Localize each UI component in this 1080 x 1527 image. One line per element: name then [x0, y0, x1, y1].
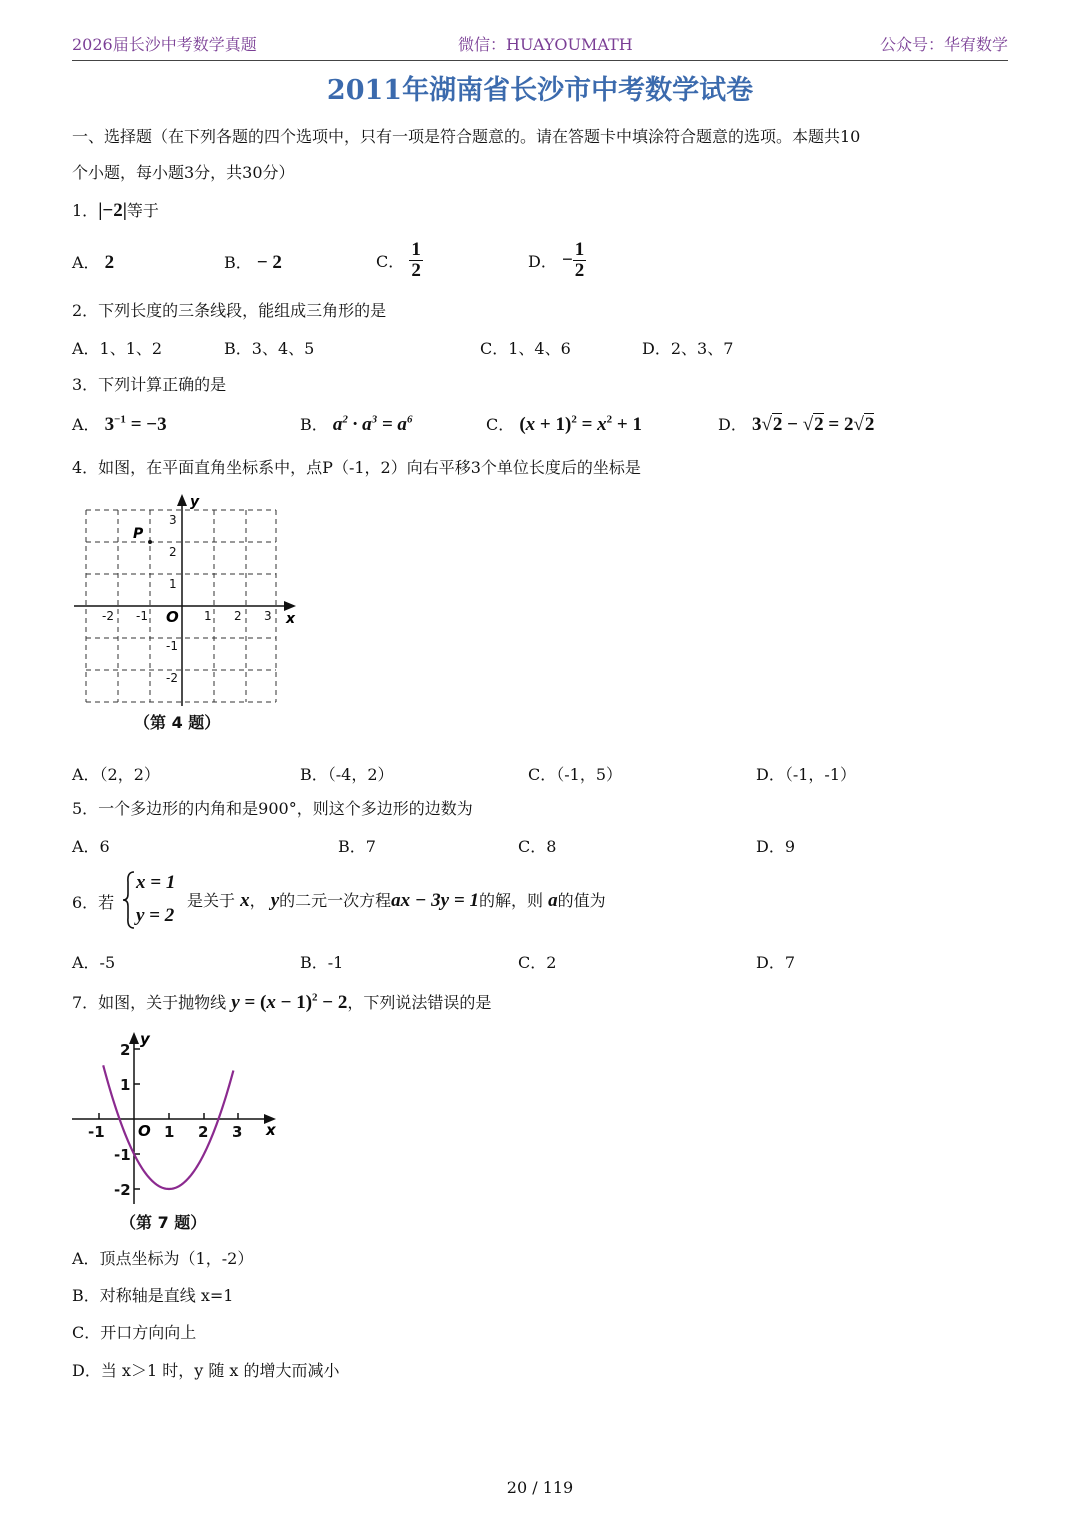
q4-origin-label: O	[166, 608, 179, 626]
q3-option-a: A． $3^{-1} = -3$	[72, 413, 167, 435]
section-instructions-2: 个小题，每小题3分，共30分）	[72, 163, 295, 182]
page-number: 20 / 119	[506, 1478, 574, 1497]
q5-option-b: B．7	[338, 837, 376, 856]
q4-ytick-1: 1	[169, 577, 177, 591]
q2-option-d: D．2、3、7	[642, 339, 734, 358]
q4-ytick-m1: -1	[166, 639, 178, 653]
q4-y-label: y	[190, 494, 200, 510]
q7-caption: （第 7 题）	[120, 1213, 207, 1232]
q6-eq1: x = 1	[136, 872, 176, 893]
q7-y-label: y	[140, 1030, 150, 1048]
page-title: 2011年湖南省长沙市中考数学试卷	[326, 75, 754, 106]
q7-ytick-2: 2	[120, 1041, 131, 1059]
q6-option-a: A．-5	[72, 953, 116, 972]
page-header	[72, 32, 1008, 56]
q5-option-a: A．6	[72, 837, 110, 856]
q4-xtick-3: 3	[264, 609, 272, 623]
q4-ytick-m2: -2	[166, 671, 178, 685]
q4-y-arrow-icon	[177, 494, 187, 506]
q3-option-d: D． 3√2 − √2 = 2√2	[718, 414, 875, 435]
header-right: 公众号：华宥数学	[879, 35, 1008, 54]
header-rule	[72, 60, 1008, 61]
q1-text: 等于	[126, 201, 159, 220]
q4-caption: （第 4 题）	[134, 713, 221, 732]
q7-parabola-figure	[70, 1028, 290, 1208]
q6-option-c: C．2	[518, 953, 557, 972]
q7-origin-label: O	[138, 1122, 151, 1140]
q7-ytick-m2: -2	[114, 1181, 131, 1199]
q7-ytick-m1: -1	[114, 1146, 131, 1164]
question-1	[72, 198, 159, 222]
q1-number: 1．	[72, 201, 99, 220]
q6-brace-icon	[122, 870, 136, 930]
header-center: 微信：HUAYOUMATH	[458, 35, 633, 54]
q4-x-arrow-icon	[284, 601, 296, 611]
q7-option-a: A．顶点坐标为（1，-2）	[72, 1249, 254, 1268]
q4-xtick-m2: -2	[102, 609, 114, 623]
q1-option-c: C． $\frac{1}{2}$	[376, 239, 421, 281]
q2-option-c: C．1、4、6	[480, 339, 571, 358]
q7-option-b: B．对称轴是直线 x=1	[72, 1286, 234, 1305]
q1-expr: |−2|	[98, 200, 127, 221]
q1-option-b: B． − 2	[224, 252, 282, 273]
q7-x-label: x	[266, 1121, 276, 1139]
q4-option-d: D．（-1，-1）	[756, 765, 857, 784]
q2-option-b: B．3、4、5	[224, 339, 315, 358]
q4-x-label: x	[286, 611, 296, 627]
question-7: 7．如图，关于抛物线 $y = (x - 1)^2 - 2$，下列说法错误的是	[72, 991, 492, 1013]
q7-xtick-m1: -1	[88, 1123, 105, 1141]
q1-option-a: A． 2	[72, 252, 115, 273]
q4-ytick-2: 2	[169, 545, 177, 559]
q4-option-b: B．（-4，2）	[300, 765, 394, 784]
question-4: 4．如图，在平面直角坐标系中，点P（-1，2）向右平移3个单位长度后的坐标是	[72, 458, 641, 477]
question-5: 5．一个多边形的内角和是900°，则这个多边形的边数为	[72, 799, 473, 818]
q4-point-label: P	[133, 526, 144, 542]
q6-number: 6．若	[72, 893, 115, 912]
q6-option-b: B．-1	[300, 953, 344, 972]
q4-point-p	[148, 540, 152, 544]
question-3: 3．下列计算正确的是	[72, 375, 227, 394]
q3-option-c: C． $(x + 1)^2 = x^2 + 1$	[486, 413, 642, 435]
q2-option-a: A．1、1、2	[72, 339, 163, 358]
header-left: 2026届长沙中考数学真题	[72, 35, 257, 54]
q6-eq2: y = 2	[136, 905, 175, 926]
q4-option-c: C．（-1，5）	[528, 765, 623, 784]
q7-xtick-3: 3	[232, 1123, 243, 1141]
q4-coordinate-figure	[70, 492, 310, 712]
q4-ytick-3: 3	[169, 513, 177, 527]
q5-option-d: D．9	[756, 837, 796, 856]
q6-text: 是关于 x， y的二元一次方程ax − 3y = 1的解，则 a的值为	[187, 890, 606, 911]
q7-xtick-1: 1	[164, 1123, 175, 1141]
section-instructions-1: 一、选择题（在下列各题的四个选项中，只有一项是符合题意的。请在答题卡中填涂符合题意的选项。本题共10	[72, 127, 861, 146]
q1-option-d: D． − $\frac{1}{2}$	[528, 239, 585, 281]
q4-option-a: A．（2，2）	[72, 765, 160, 784]
q4-xtick-1: 1	[204, 609, 212, 623]
q7-option-c: C．开口方向向上	[72, 1323, 197, 1342]
q4-xtick-m1: -1	[136, 609, 148, 623]
question-2: 2．下列长度的三条线段，能组成三角形的是	[72, 301, 387, 320]
q3-option-b: B． $a^2 \cdot a^3 = a^6$	[300, 413, 413, 435]
q4-xtick-2: 2	[234, 609, 242, 623]
q5-option-c: C．8	[518, 837, 557, 856]
q7-ytick-1: 1	[120, 1076, 131, 1094]
q7-y-arrow-icon	[129, 1032, 139, 1044]
q6-option-d: D．7	[756, 953, 796, 972]
q7-xtick-2: 2	[198, 1123, 209, 1141]
q7-option-d: D．当 x＞1 时，y 随 x 的增大而减小	[72, 1361, 340, 1380]
